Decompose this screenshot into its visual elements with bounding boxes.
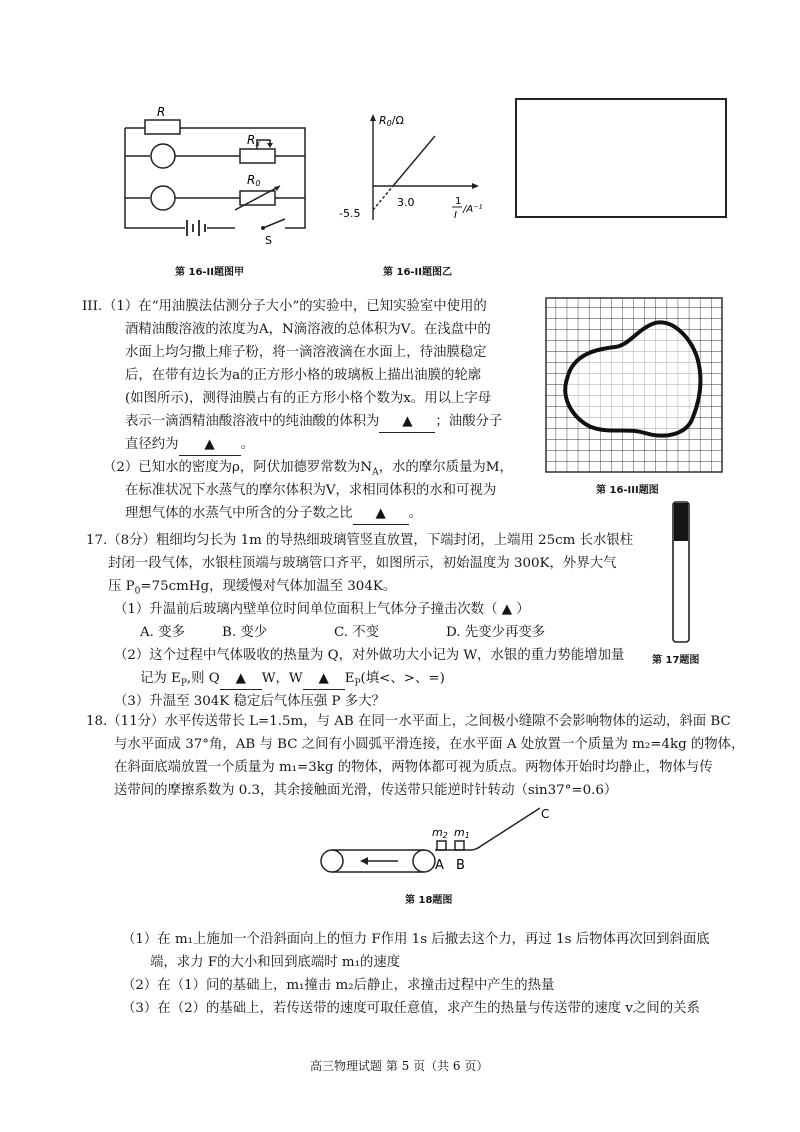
answer-blank-w-vs-ep[interactable]: ▲ <box>303 668 345 690</box>
resistor-rx-sub: x <box>255 139 261 148</box>
q17-option-d[interactable]: D. 先变少再变多 <box>446 625 546 640</box>
r0-vs-inverse-current-graph <box>335 108 495 228</box>
x-axis-denominator: I <box>454 210 457 221</box>
m2-sub: 2 <box>442 831 448 840</box>
q17-sub2b-a: 记为 E <box>140 671 181 686</box>
glass-tube <box>670 500 692 645</box>
q16-3-p1-line5: (如图所示)，测得油膜占有的正方形小格个数为x。用以上字母 <box>125 391 492 406</box>
q17-sub2b-b: ,则 Q <box>186 671 220 686</box>
q17-sub2b-e: (填<、>、=) <box>360 671 445 686</box>
avogadro-sub: A <box>372 467 379 478</box>
q18-sub3: （3）在（2）的基础上，若传送带的速度可取任意值，求产生的热量与传送带的速度 v之间的关系 <box>122 1001 700 1016</box>
q16-3-p2-line2: 在标准状况下水蒸气的摩尔体积为V，求相同体积的水和可视为 <box>125 483 497 498</box>
resistor-rx-label: R <box>247 133 256 147</box>
point-c-label: C <box>541 807 550 821</box>
graph-caption: 第 16-II题图乙 <box>383 267 452 278</box>
q17-sub3: （3）升温至 304K 稳定后气体压强 P 多大？ <box>114 694 385 709</box>
y-axis-unit: /Ω <box>391 114 404 127</box>
q18-line1: 18.（11分）水平传送带长 L=1.5m，与 AB 在同一水平面上，之间极小缝隙不会影响物体的运动，斜面 BC <box>86 714 731 729</box>
q17-line3b: =75cmHg，现缓慢对气体加温至 304K。 <box>140 579 397 594</box>
q16-3-p1-line4: 后，在带有边长为a的正方形小格的玻璃板上描出油膜的轮廓 <box>125 368 482 383</box>
q17-option-c[interactable]: C. 不变 <box>334 625 380 640</box>
belt-caption: 第 18题图 <box>405 895 453 906</box>
circuit-diagram <box>115 98 325 248</box>
q17-line3a: 压 P <box>108 579 135 594</box>
resistor-r0-sub: 0 <box>255 179 261 188</box>
block-m1 <box>455 841 464 850</box>
svg-text:R0 <box>247 173 260 188</box>
svg-text:Rx <box>247 133 260 148</box>
q18-line2: 与水平面成 37°角，AB 与 BC 之间有小圆弧平滑连接，在水平面 A 处放置一个质量为 m₂=4kg 的物体， <box>114 737 745 752</box>
circuit-caption: 第 16-II题图甲 <box>175 267 244 278</box>
page-footer: 高三物理试题 第 5 页（共 6 页） <box>310 1059 489 1073</box>
answer-blank-q-vs-w[interactable]: ▲ <box>220 668 262 690</box>
answer-blank-molecule-diameter[interactable]: ▲ <box>179 434 241 456</box>
q16-3-p2-line1: （2）已知水的密度为ρ，阿伏加德罗常数为N <box>103 460 373 475</box>
y-axis-label: R <box>379 114 387 127</box>
resistor-r-label: R <box>157 105 166 119</box>
q18-sub1b: 端，求力 F的大小和回到底端时 m₁的速度 <box>150 955 401 970</box>
oil-caption: 第 16-III题图 <box>596 485 659 496</box>
q16-3-p1-line1: （1）在“用油膜法估测分子大小”的实验中，已知实验室中使用的 <box>103 299 487 314</box>
q17-option-b[interactable]: B. 变少 <box>222 625 268 640</box>
oil-film-grid <box>545 297 723 473</box>
tube-caption: 第 17题图 <box>652 655 700 666</box>
q17-ep-sub-2: P <box>354 678 361 689</box>
y-axis-sub: 0 <box>386 119 392 128</box>
q17-ep-sub: P <box>180 678 187 689</box>
m1-label: m <box>454 826 465 839</box>
conveyor-belt-diagram <box>318 800 568 885</box>
point-b-label: B <box>456 858 465 873</box>
q17-p0-sub: 0 <box>134 586 141 597</box>
dashed-extension <box>373 186 393 210</box>
q16-3-p1-line7: 直径约为 <box>125 437 179 452</box>
q17-line2: 封闭一段气体，水银柱顶端与玻璃管口齐平，如图所示，初始温度为 300K，外界大气 <box>108 556 617 571</box>
resistor-r0-label: R <box>247 173 256 187</box>
q17-sub2b-c: W，W <box>261 671 303 686</box>
q16-3-p2-line3: 理想气体的水蒸气中所含的分子数之比 <box>125 506 353 521</box>
switch-label: S <box>265 234 272 247</box>
graph-line <box>393 136 435 186</box>
x-intercept-label: 3.0 <box>397 196 415 209</box>
block-m2 <box>437 841 446 850</box>
q16-3-p1-after-blank: ；油酸分子 <box>435 414 503 429</box>
q17-option-a[interactable]: A. 变多 <box>140 625 185 640</box>
q18-sub2: （2）在（1）问的基础上，m₁撞击 m₂后静止，求撞击过程中产生的热量 <box>122 978 555 993</box>
mercury-column <box>674 503 688 541</box>
q18-line4: 送带间的摩擦系数为 0.3，其余接触面光滑，传送带只能逆时针转动（sin37°=0.6） <box>114 783 618 798</box>
q16-3-p2-line1-tail: ，水的摩尔质量为M， <box>378 460 513 475</box>
q17-sub2b-d: E <box>344 671 355 686</box>
q16-3-number: III. <box>82 299 103 314</box>
x-axis-numerator: 1 <box>455 196 462 207</box>
q16-3-p1-line6: 表示一滴酒精油酸溶液中的纯油酸的体积为 <box>125 414 380 429</box>
svg-text:m1 <box>454 826 470 840</box>
q18-sub1a: （1）在 m₁上施加一个沿斜面向上的恒力 F作用 1s 后撤去这个力，再过 1s 后物体再次回到斜面底 <box>122 932 710 947</box>
answer-blank-molecule-ratio[interactable]: ▲ <box>353 503 409 525</box>
m1-sub: 1 <box>464 831 470 840</box>
svg-text:R0/Ω <box>379 114 404 128</box>
answer-blank-oil-volume[interactable]: ▲ <box>379 411 435 433</box>
svg-text:m2 <box>432 826 448 840</box>
m2-label: m <box>432 826 443 839</box>
q18-line3: 在斜面底端放置一个质量为 m₁=3kg 的物体，两物体都可视为质点。两物体开始时均静止，物体与传 <box>114 760 713 775</box>
q17-sub2a: （2）这个过程中气体吸收的热量为 Q，对外做功大小记为 W，水银的重力势能增加量 <box>114 648 625 663</box>
q17-sub1[interactable]: （1）升温前后玻璃内壁单位时间单位面积上气体分子撞击次数（ ▲ ） <box>114 602 530 617</box>
q16-3-p1-line2: 酒精油酸溶液的浓度为A，N滴溶液的总体积为V。在浅盘中的 <box>125 322 491 337</box>
y-intercept-label: -5.5 <box>339 207 361 220</box>
answer-box <box>515 98 727 218</box>
q17-line1: 17.（8分）粗细均匀长为 1m 的导热细玻璃管竖直放置，下端封闭，上端用 25cm 长水银柱 <box>86 533 634 548</box>
point-a-label: A <box>435 858 444 873</box>
q16-3-p2-end: 。 <box>408 506 423 521</box>
q16-3-p1-end: 。 <box>240 437 254 452</box>
x-axis-unit: /A⁻¹ <box>463 204 483 215</box>
q16-3-p1-line3: 水面上均匀撒上痱子粉，将一滴溶液滴在水面上，待油膜稳定 <box>125 345 487 360</box>
